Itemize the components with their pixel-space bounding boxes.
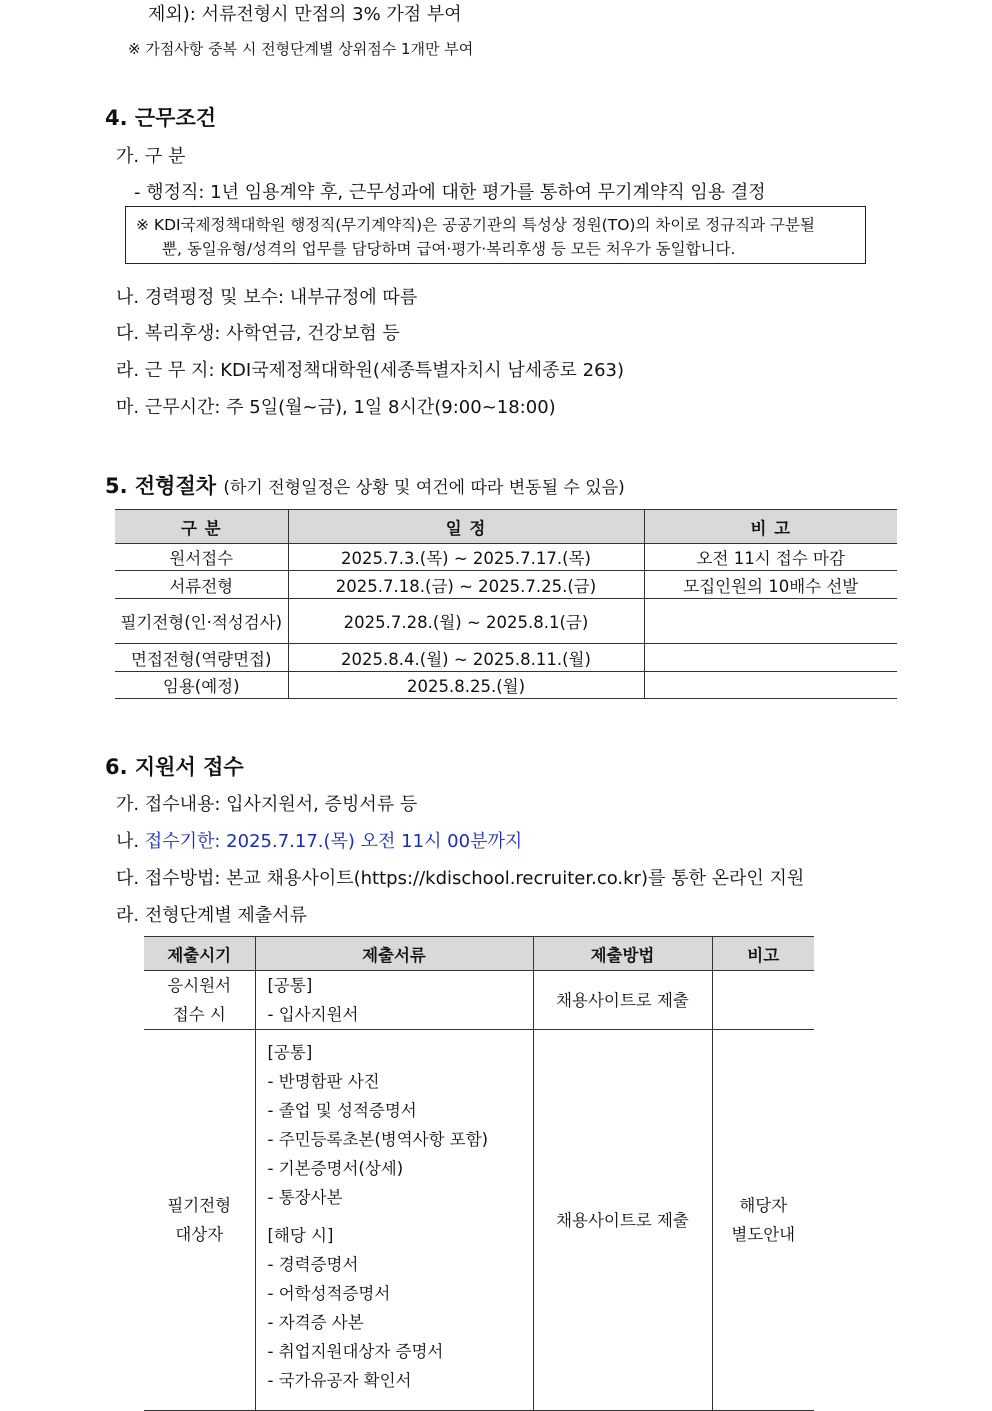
deadline-highlight: 접수기한: 2025.7.17.(목) 오전 11시 00분까지 <box>144 831 523 852</box>
documents-list-cell <box>255 1030 533 1411</box>
stage-line: 대상자 <box>175 1225 224 1244</box>
note-line: 해당자 <box>739 1196 788 1215</box>
stage-line: 접수 시 <box>172 1005 226 1024</box>
documents-method-cell: 채용사이트로 제출 <box>533 1030 712 1411</box>
documents-table <box>144 936 814 1411</box>
schedule-table <box>115 509 897 699</box>
doc-item: - 졸업 및 성적증명서 <box>267 1101 417 1120</box>
section-4-title: 4. 근무조건 <box>105 106 217 130</box>
documents-method-cell: 채용사이트로 제출 <box>533 971 712 1030</box>
schedule-cell: 원서접수 <box>115 544 288 571</box>
documents-header-stage: 제출시기 <box>144 937 255 971</box>
bonus-point-line: 제외): 서류전형시 만점의 3% 가점 부여 <box>148 4 462 25</box>
item-category-detail: - 행정직: 1년 임용계약 후, 근무성과에 대한 평가를 통하여 무기계약직 임용 결정 <box>134 182 766 203</box>
documents-header-method: 제출방법 <box>533 937 712 971</box>
documents-stage-cell <box>144 1030 255 1411</box>
table-row <box>115 672 897 699</box>
schedule-cell: 오전 11시 접수 마감 <box>644 544 897 571</box>
stage-line: 필기전형 <box>167 1196 232 1215</box>
item-application-method: 다. 접수방법: 본교 채용사이트(https://kdischool.recruiter.co.kr)를 통한 온라인 지원 <box>116 868 805 889</box>
note-line: 별도안내 <box>731 1225 796 1244</box>
table-row <box>115 644 897 672</box>
schedule-cell <box>644 599 897 644</box>
schedule-cell <box>644 644 897 672</box>
doc-item: - 반명함판 사진 <box>267 1072 380 1091</box>
bonus-duplicate-note: ※ 가점사항 중복 시 전형단계별 상위점수 1개만 부여 <box>128 40 474 58</box>
documents-note-cell <box>712 971 814 1030</box>
item-deadline <box>116 827 522 853</box>
schedule-header-category: 구 분 <box>115 510 288 544</box>
documents-list-cell <box>255 971 533 1030</box>
schedule-cell: 2025.7.18.(금) ~ 2025.7.25.(금) <box>288 571 644 599</box>
doc-item: - 취업지원대상자 증명서 <box>267 1342 444 1361</box>
documents-header-row <box>144 937 814 971</box>
notice-line-2: 뿐, 동일유형/성격의 업무를 담당하며 급여·평가·복리후생 등 모든 처우가 동일합니다. <box>162 240 736 258</box>
schedule-cell: 필기전형(인·적성검사) <box>115 599 288 644</box>
item-deadline-label: 나. <box>116 831 145 852</box>
schedule-header-date: 일 정 <box>288 510 644 544</box>
stage-line: 응시원서 <box>167 976 232 995</box>
schedule-cell <box>644 672 897 699</box>
section-5-subtitle: (하기 전형일정은 상황 및 여건에 따라 변동될 수 있음) <box>223 478 625 498</box>
table-row <box>115 571 897 599</box>
doc-item: - 국가유공자 확인서 <box>267 1371 412 1390</box>
schedule-cell: 2025.8.25.(월) <box>288 672 644 699</box>
item-welfare: 다. 복리후생: 사학연금, 건강보험 등 <box>116 323 400 344</box>
item-salary: 나. 경력평정 및 보수: 내부규정에 따름 <box>116 287 418 308</box>
table-row <box>115 599 897 644</box>
doc-item: - 입사지원서 <box>267 1005 359 1024</box>
documents-note-cell <box>712 1030 814 1411</box>
item-category: 가. 구 분 <box>116 146 186 167</box>
schedule-header-row <box>115 510 897 544</box>
schedule-header-remarks: 비 고 <box>644 510 897 544</box>
schedule-cell: 서류전형 <box>115 571 288 599</box>
section-5-title-text: 5. 전형절차 <box>105 474 217 498</box>
documents-header-docs: 제출서류 <box>255 937 533 971</box>
item-documents-heading: 라. 전형단계별 제출서류 <box>116 905 308 926</box>
schedule-cell: 2025.7.3.(목) ~ 2025.7.17.(목) <box>288 544 644 571</box>
section-5-title <box>105 470 625 500</box>
doc-item: [공통] <box>267 1043 313 1062</box>
doc-item: [공통] <box>267 976 313 995</box>
item-application-content: 가. 접수내용: 입사지원서, 증빙서류 등 <box>116 794 418 815</box>
section-6-title: 6. 지원서 접수 <box>105 755 244 779</box>
schedule-cell: 임용(예정) <box>115 672 288 699</box>
item-work-hours: 마. 근무시간: 주 5일(월~금), 1일 8시간(9:00~18:00) <box>116 397 556 418</box>
table-row <box>115 544 897 571</box>
doc-item: - 주민등록초본(병역사항 포함) <box>267 1130 489 1149</box>
schedule-cell: 2025.7.28.(월) ~ 2025.8.1(금) <box>288 599 644 644</box>
schedule-cell: 2025.8.4.(월) ~ 2025.8.11.(월) <box>288 644 644 672</box>
schedule-cell: 모집인원의 10배수 선발 <box>644 571 897 599</box>
doc-item: - 기본증명서(상세) <box>267 1159 404 1178</box>
documents-header-note: 비고 <box>712 937 814 971</box>
table-row <box>144 1030 814 1411</box>
table-row <box>144 971 814 1030</box>
item-workplace: 라. 근 무 지: KDI국제정책대학원(세종특별자치시 남세종로 263) <box>116 360 625 381</box>
doc-item: - 경력증명서 <box>267 1255 359 1274</box>
schedule-cell: 면접전형(역량면접) <box>115 644 288 672</box>
notice-line-1: ※ KDI국제정책대학원 행정직(무기계약직)은 공공기관의 특성상 정원(TO)의 차이로 정규직과 구분될 <box>136 216 815 234</box>
doc-item: - 자격증 사본 <box>267 1313 364 1332</box>
notice-box <box>125 206 866 264</box>
doc-item: [해당 시] <box>267 1226 334 1245</box>
doc-item: - 통장사본 <box>267 1188 343 1207</box>
doc-item: - 어학성적증명서 <box>267 1284 391 1303</box>
documents-stage-cell <box>144 971 255 1030</box>
